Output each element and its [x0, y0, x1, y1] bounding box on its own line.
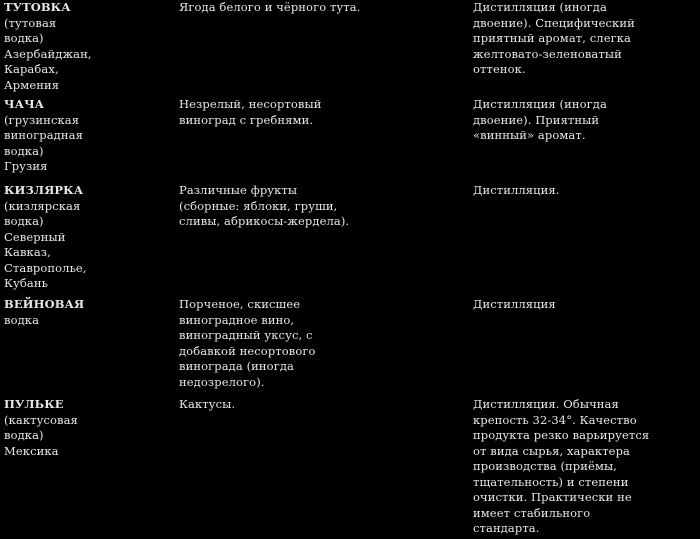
table-row	[0, 0, 700, 97]
table-row	[0, 183, 700, 297]
drink-cell	[4, 97, 164, 175]
production-method: Дистилляция. Обычная крепость 32-34°. Качество продукта резко варьируется от вида сырья, характера производства (приёмы, тщательность) и степени очистки. Практически не имеет стабильного стандарта.	[473, 397, 650, 535]
drink-cell	[4, 183, 164, 292]
drink-name: ВЕЙНОВАЯ	[4, 297, 85, 311]
drink-cell	[4, 297, 164, 328]
raw-material: Различные фрукты (сборные: яблоки, груши, сливы, абрикосы-жердела).	[179, 183, 350, 228]
drink-origin: (кактусовая водка) Мексика	[4, 412, 78, 458]
table-row	[0, 297, 700, 397]
drink-name: ЧАЧА	[4, 97, 45, 111]
drink-origin: (грузинская виноградная водка) Грузия	[4, 112, 83, 173]
raw-material: Ягода белого и чёрного тута.	[179, 0, 361, 14]
raw-material: Незрелый, несортовый виноград с гребнями.	[179, 97, 322, 127]
drink-cell	[4, 0, 164, 93]
drink-name: КИЗЛЯРКА	[4, 183, 84, 197]
table-row	[0, 397, 700, 539]
drink-origin: водка	[4, 312, 40, 327]
production-method: Дистилляция (иногда двоение). Приятный «винный» аромат.	[473, 97, 607, 142]
production-method: Дистилляция (иногда двоение). Специфический приятный аромат, слегка желтовато-зеленоватый оттенок.	[473, 0, 635, 76]
raw-material: Кактусы.	[179, 397, 236, 411]
drink-origin: (кизлярская водка) Северный Кавказ, Ставрополье, Кубань	[4, 198, 87, 290]
production-method: Дистилляция	[473, 297, 556, 311]
table-row	[0, 97, 700, 183]
drink-origin: (тутовая водка) Азербайджан, Карабах, Армения	[4, 15, 92, 92]
raw-material: Порченое, скисшее виноградное вино, виноградный уксус, с добавкой несортового винограда (иногда недозрелого).	[179, 297, 316, 389]
production-method: Дистилляция.	[473, 183, 560, 197]
drink-name: ТУТОВКА	[4, 0, 71, 14]
drink-cell	[4, 397, 164, 459]
drink-name: ПУЛЬКЕ	[4, 397, 64, 411]
